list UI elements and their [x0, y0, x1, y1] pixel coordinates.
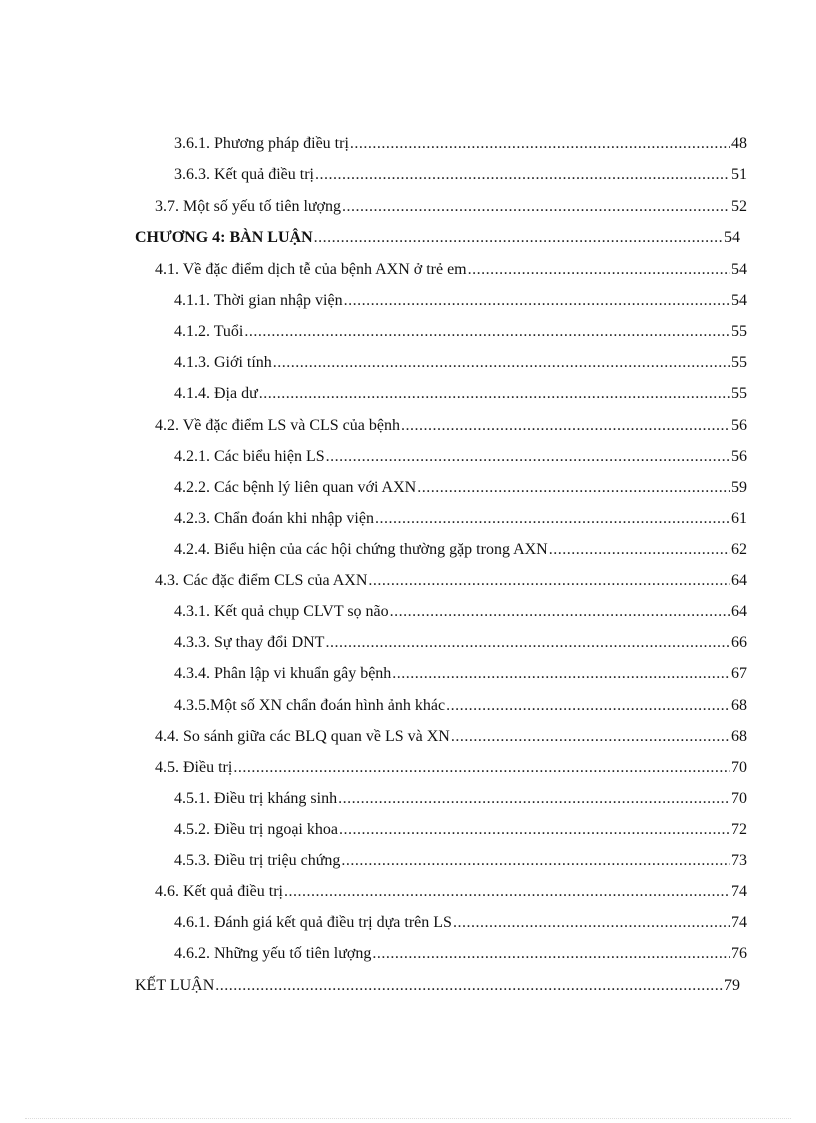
toc-entry-label: 4.3.4. Phân lập vi khuẩn gây bệnh — [174, 665, 392, 682]
toc-entry-label: 4.2.3. Chẩn đoán khi nhập viện — [174, 510, 374, 527]
page-bottom-divider — [25, 1118, 791, 1119]
toc-entry[interactable] — [155, 414, 747, 438]
toc-entry[interactable] — [174, 538, 747, 562]
toc-page-number: 54 — [724, 229, 740, 246]
dot-leader — [342, 195, 730, 219]
toc-entry-label: 4.6.1. Đánh giá kết quả điều trị dựa trên LS — [174, 914, 452, 931]
toc-page-number: 64 — [731, 572, 747, 589]
toc-page-number: 61 — [731, 510, 747, 527]
toc-entry-label: 4.4. So sánh giữa các BLQ quan về LS và XN — [155, 728, 450, 745]
toc-entry[interactable] — [174, 351, 747, 375]
toc-entry[interactable] — [174, 942, 747, 966]
toc-page-number: 51 — [731, 166, 747, 183]
toc-page-number: 59 — [731, 479, 747, 496]
toc-page-number: 55 — [731, 385, 747, 402]
dot-leader — [315, 163, 730, 187]
dot-leader — [273, 351, 730, 375]
toc-page-number: 79 — [724, 977, 740, 994]
dot-leader — [453, 911, 730, 935]
toc-entry-label: 4.1. Về đặc điểm dịch tễ của bệnh AXN ở trẻ em — [155, 261, 467, 278]
toc-entry-label: 4.6. Kết quả điều trị — [155, 883, 283, 900]
toc-page-number: 62 — [731, 541, 747, 558]
toc-entry-label: 4.1.1. Thời gian nhập viện — [174, 292, 343, 309]
toc-entry-label: 4.2.2. Các bệnh lý liên quan với AXN — [174, 479, 417, 496]
dot-leader — [468, 258, 730, 282]
toc-entry-label: 3.6.3. Kết quả điều trị — [174, 166, 314, 183]
toc-entry-label: 4.3. Các đặc điểm CLS của AXN — [155, 572, 368, 589]
toc-entry-label: 4.1.2. Tuổi — [174, 323, 244, 340]
dot-leader — [284, 880, 730, 904]
dot-leader — [368, 569, 730, 593]
toc-page-number: 52 — [731, 198, 747, 215]
toc-chapter-entry[interactable] — [135, 226, 740, 250]
toc-entry-label: 3.6.1. Phương pháp điều trị — [174, 135, 349, 152]
dot-leader — [325, 631, 730, 655]
dot-leader — [344, 289, 730, 313]
toc-page-number: 70 — [731, 759, 747, 776]
toc-entry[interactable] — [174, 289, 747, 313]
toc-entry[interactable] — [174, 132, 747, 156]
toc-page-number: 55 — [731, 354, 747, 371]
dot-leader — [446, 694, 730, 718]
toc-entry-label: 4.2.1. Các biểu hiện LS — [174, 448, 325, 465]
toc-entry-label: 4.3.3. Sự thay đổi DNT — [174, 634, 325, 651]
toc-page-number: 74 — [731, 914, 747, 931]
toc-entry-label: 4.2. Về đặc điểm LS và CLS của bệnh — [155, 417, 400, 434]
toc-entry-label: 4.6.2. Những yếu tố tiên lượng — [174, 945, 372, 962]
toc-entry[interactable] — [174, 911, 747, 935]
toc-entry-label: 3.7. Một số yếu tố tiên lượng — [155, 198, 342, 215]
toc-page-number: 56 — [731, 417, 747, 434]
toc-entry-label: 4.5.2. Điều trị ngoại khoa — [174, 821, 338, 838]
toc-entry[interactable] — [155, 880, 747, 904]
dot-leader — [314, 226, 723, 250]
toc-page-number: 73 — [731, 852, 747, 869]
toc-page-number: 64 — [731, 603, 747, 620]
toc-page-number: 76 — [731, 945, 747, 962]
toc-entry[interactable] — [155, 569, 747, 593]
toc-entry[interactable] — [174, 163, 747, 187]
dot-leader — [392, 662, 730, 686]
toc-entry[interactable] — [155, 756, 747, 780]
toc-entry-label: 4.3.5.Một số XN chẩn đoán hình ảnh khác — [174, 697, 446, 714]
toc-page-number: 48 — [731, 135, 747, 152]
toc-page-number: 54 — [731, 261, 747, 278]
toc-page-number: 70 — [731, 790, 747, 807]
toc-page-number: 66 — [731, 634, 747, 651]
toc-entry[interactable] — [174, 507, 747, 531]
toc-entry-label: 4.2.4. Biểu hiện của các hội chứng thường gặp trong AXN — [174, 541, 548, 558]
toc-entry[interactable] — [174, 849, 747, 873]
toc-entry[interactable] — [174, 631, 747, 655]
dot-leader — [350, 132, 730, 156]
toc-conclusion-entry[interactable] — [135, 974, 740, 998]
toc-entry-label: 4.3.1. Kết quả chụp CLVT sọ não — [174, 603, 389, 620]
toc-entry-label: 4.1.4. Địa dư — [174, 385, 258, 402]
dot-leader — [372, 942, 730, 966]
toc-entry-label: 4.1.3. Giới tính — [174, 354, 272, 371]
toc-entry[interactable] — [174, 787, 747, 811]
dot-leader — [549, 538, 730, 562]
toc-page-number: 67 — [731, 665, 747, 682]
toc-page-number: 74 — [731, 883, 747, 900]
toc-page-number: 68 — [731, 697, 747, 714]
dot-leader — [341, 849, 730, 873]
toc-entry[interactable] — [174, 445, 747, 469]
toc-page-number: 54 — [731, 292, 747, 309]
toc-page-number: 68 — [731, 728, 747, 745]
toc-page-number: 56 — [731, 448, 747, 465]
dot-leader — [244, 320, 730, 344]
toc-page-number: 72 — [731, 821, 747, 838]
dot-leader — [451, 725, 730, 749]
dot-leader — [417, 476, 730, 500]
dot-leader — [233, 756, 730, 780]
toc-entry[interactable] — [174, 320, 747, 344]
toc-entry-label: KẾT LUẬN — [135, 977, 215, 994]
dot-leader — [339, 818, 730, 842]
toc-entry-label: CHƯƠNG 4: BÀN LUẬN — [135, 229, 313, 246]
dot-leader — [338, 787, 730, 811]
dot-leader — [259, 382, 730, 406]
toc-entry[interactable] — [174, 382, 747, 406]
toc-entry[interactable] — [174, 600, 747, 624]
toc-entry[interactable] — [174, 694, 747, 718]
toc-entry[interactable] — [174, 662, 747, 686]
toc-entry[interactable] — [155, 195, 747, 219]
toc-page-number: 55 — [731, 323, 747, 340]
toc-entry[interactable] — [155, 725, 747, 749]
toc-entry[interactable] — [174, 818, 747, 842]
dot-leader — [215, 974, 723, 998]
dot-leader — [326, 445, 730, 469]
dot-leader — [401, 414, 730, 438]
toc-entry-label: 4.5. Điều trị — [155, 759, 233, 776]
toc-entry-label: 4.5.3. Điều trị triệu chứng — [174, 852, 341, 869]
toc-entry[interactable] — [174, 476, 747, 500]
dot-leader — [390, 600, 730, 624]
toc-entry[interactable] — [155, 258, 747, 282]
toc-entry-label: 4.5.1. Điều trị kháng sinh — [174, 790, 338, 807]
dot-leader — [375, 507, 730, 531]
